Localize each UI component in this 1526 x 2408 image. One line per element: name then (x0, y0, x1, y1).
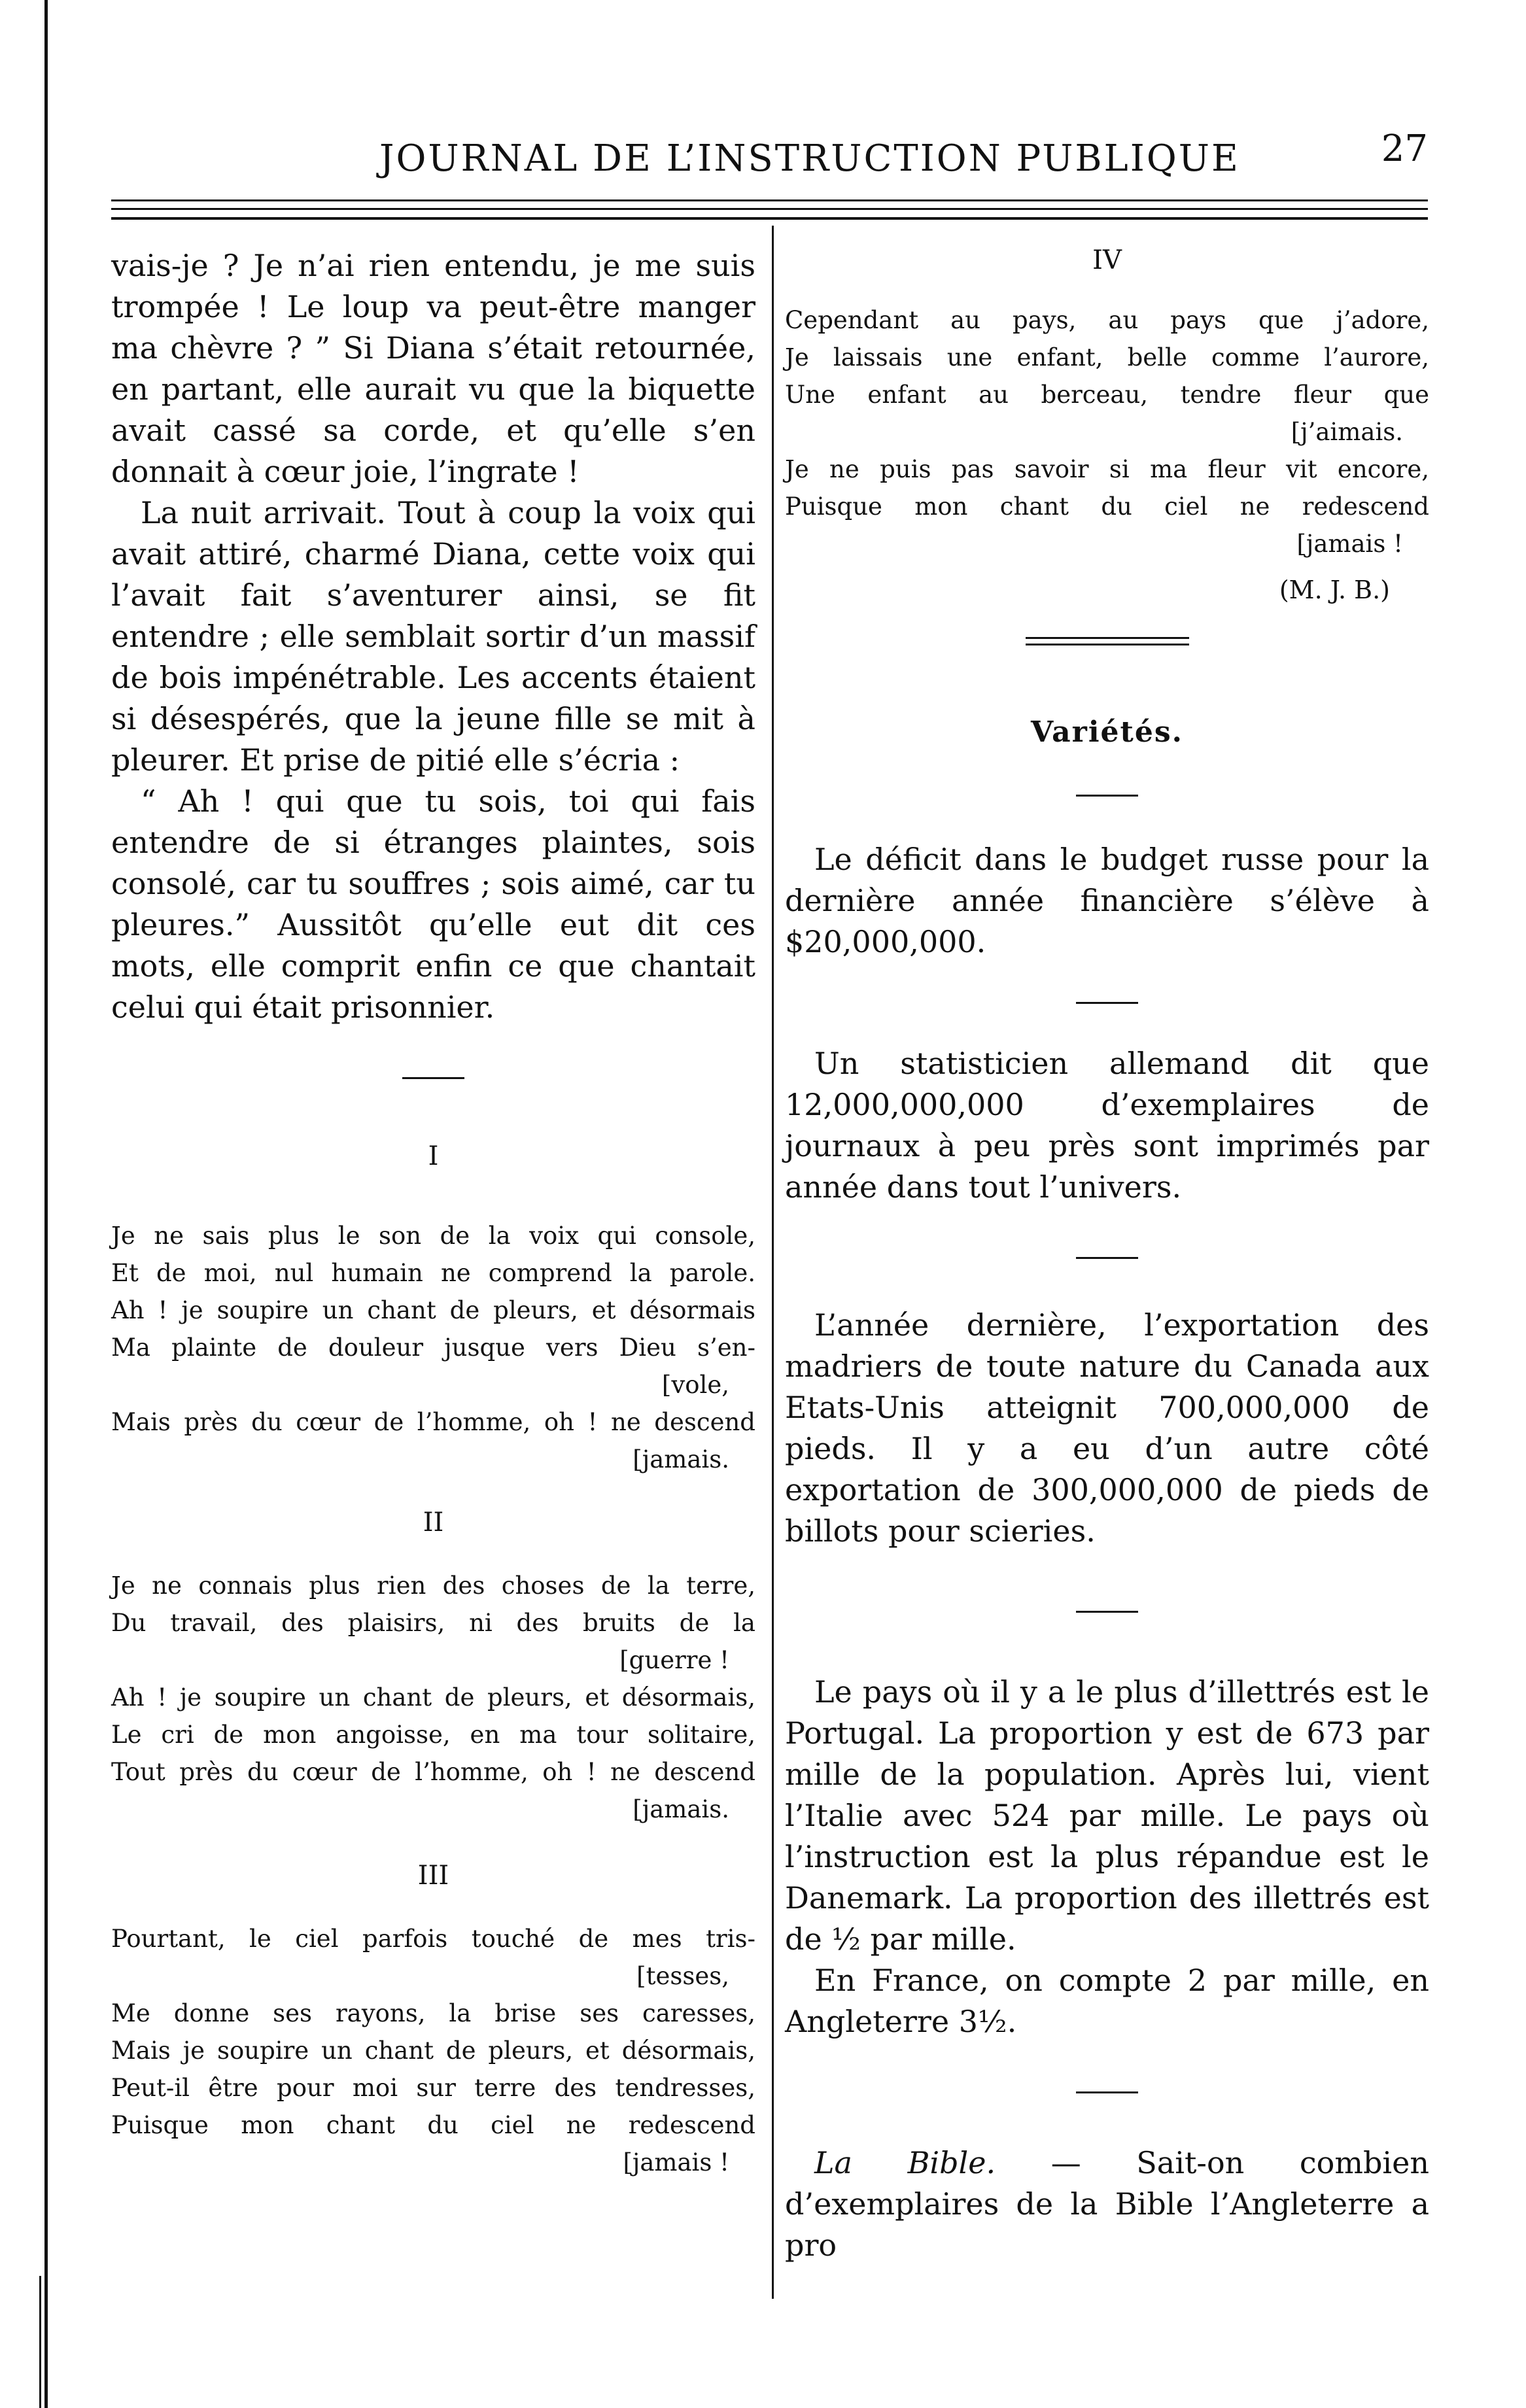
news-item-bible (785, 2142, 1429, 2266)
column-divider (772, 226, 774, 2299)
verse-line: Pourtant, le ciel parfois touché de mes tris- (111, 1925, 755, 1953)
poem-signature: (M. J. B.) (1279, 576, 1390, 604)
verse-line: Puisque mon chant du ciel ne redescend (785, 492, 1429, 521)
story-paragraph-1: vais-je ? Je n’ai rien entendu, je me suis trompée ! Le loup va peut-être manger ma chèvre ? ” Si Diana s’était retournée, en partant, elle aurait vu que la biquette avait cassé sa corde, et qu’elle s’en donnait à cœur joie, l’ingrate ! (111, 248, 755, 489)
stanza-number: III (417, 1861, 449, 1891)
verse-line: Mais je soupire un chant de pleurs, et désormais, (111, 2037, 755, 2065)
journal-title: JOURNAL DE L’INSTRUCTION PUBLIQUE (379, 137, 1240, 180)
verse-line: Une enfant au berceau, tendre fleur que (785, 381, 1429, 409)
item-lead: La Bible. (814, 2145, 996, 2180)
verse-line: Et de moi, nul humain ne comprend la parole. (111, 1259, 755, 1287)
verse-line: Le cri de mon angoisse, en ma tour solitaire, (111, 1721, 755, 1749)
verse-line: Me donne ses rayons, la brise ses caresses, (111, 1999, 755, 2027)
story-paragraph-3: “ Ah ! qui que tu sois, toi qui fais entendre de si étranges plaintes, sois consolé, car tu souffres ; sois aimé, car tu pleures.” Aussitôt qu’elle eut dit ces mots, elle comprit enfin ce que chantait celui qui était prisonnier. (111, 783, 755, 1025)
verse-line: Ah ! je soupire un chant de pleurs, et désormais, (111, 1683, 755, 1711)
news-item-budget: Le déficit dans le budget russe pour la dernière année financière s’élève à $20,000,000. (785, 842, 1429, 959)
stanza-number: I (428, 1141, 439, 1171)
double-separator (1026, 637, 1189, 645)
stanza-number: IV (1092, 245, 1122, 275)
page-header (111, 128, 1428, 186)
verse-line: Puisque mon chant du ciel ne redescend (111, 2111, 755, 2139)
verse-line: Je ne puis pas savoir si ma fleur vit encore, (785, 455, 1429, 483)
stanza-ii (111, 1507, 755, 1828)
verse-continuation: [tesses, (636, 1962, 729, 1990)
header-rule-top (111, 199, 1428, 201)
news-item-newspapers: Un statisticien allemand dit que 12,000,000,000 d’exemplaires de journaux à peu près sont imprimés par année dans tout l’univers. (785, 1046, 1429, 1205)
stanza-iii (111, 1861, 755, 2181)
page-number: 27 (1381, 128, 1428, 170)
verse-line: Peut-il être pour moi sur terre des tendresses, (111, 2074, 755, 2102)
news-item-illiteracy-2: En France, on compte 2 par mille, en Angleterre 3½. (785, 1963, 1429, 2039)
story-paragraph-2: La nuit arrivait. Tout à coup la voix qui avait attiré, charmé Diana, cette voix qui l’avait fait s’aventurer ainsi, se fit entendre ; elle semblait sortir d’un massif de bois impénétrable. Les accents étaient si désespérés, que la jeune fille se mit à pleurer. Et prise de pitié elle s’écria : (111, 495, 755, 778)
verse-line: Mais près du cœur de l’homme, oh ! ne descend (111, 1408, 755, 1436)
header-rule-middle (111, 208, 1428, 210)
verse-continuation: [jamais ! (1296, 530, 1403, 558)
verse-continuation: [vole, (661, 1371, 729, 1399)
stanza-i (111, 1141, 755, 1478)
verse-continuation: [jamais. (633, 1795, 729, 1823)
left-column (111, 245, 755, 2181)
verse-line: Je ne connais plus rien des choses de la terre, (111, 1572, 755, 1600)
right-column (785, 245, 1429, 2266)
news-item-illiteracy: Le pays où il y a le plus d’illettrés est le Portugal. La proportion y est de 673 par mille de la population. Après lui, vient l’Italie avec 524 par mille. Le pays où l’instruction est la plus répandue est le Danemark. La proportion des illettrés est de ½ par mille. (785, 1674, 1429, 1957)
page-edge-line (44, 0, 48, 2408)
verse-line: Du travail, des plaisirs, ni des bruits de la (111, 1609, 755, 1637)
header-rule-bottom (111, 217, 1428, 220)
verse-continuation: [jamais. (633, 1445, 729, 1473)
verse-continuation: [jamais ! (623, 2148, 729, 2176)
news-item-exports: L’année dernière, l’exportation des madriers de toute nature du Canada aux Etats-Unis atteignit 700,000,000 de pieds. Il y a eu d’un autre côté exportation de 300,000,000 de pieds de billots pour scieries. (785, 1307, 1429, 1549)
verse-continuation: [j’aimais. (1291, 418, 1403, 446)
verse-line: Cependant au pays, au pays que j’adore, (785, 306, 1429, 334)
stanza-number: II (423, 1507, 444, 1538)
section-title: Variétés. (1031, 715, 1183, 749)
verse-continuation: [guerre ! (619, 1646, 729, 1674)
verse-line: Ah ! je soupire un chant de pleurs, et désormais (111, 1296, 755, 1324)
verse-line: Ma plainte de douleur jusque vers Dieu s’en- (111, 1333, 755, 1362)
item-text: — Sait-on combien d’exemplaires de la Bible l’Angleterre a pro (785, 2145, 1429, 2263)
stanza-iv (785, 245, 1429, 562)
verse-line: Je ne sais plus le son de la voix qui console, (111, 1222, 755, 1250)
verse-line: Tout près du cœur de l’homme, oh ! ne descend (111, 1758, 755, 1786)
page-edge-mark (39, 2276, 41, 2408)
verse-line: Je laissais une enfant, belle comme l’aurore, (785, 343, 1429, 371)
